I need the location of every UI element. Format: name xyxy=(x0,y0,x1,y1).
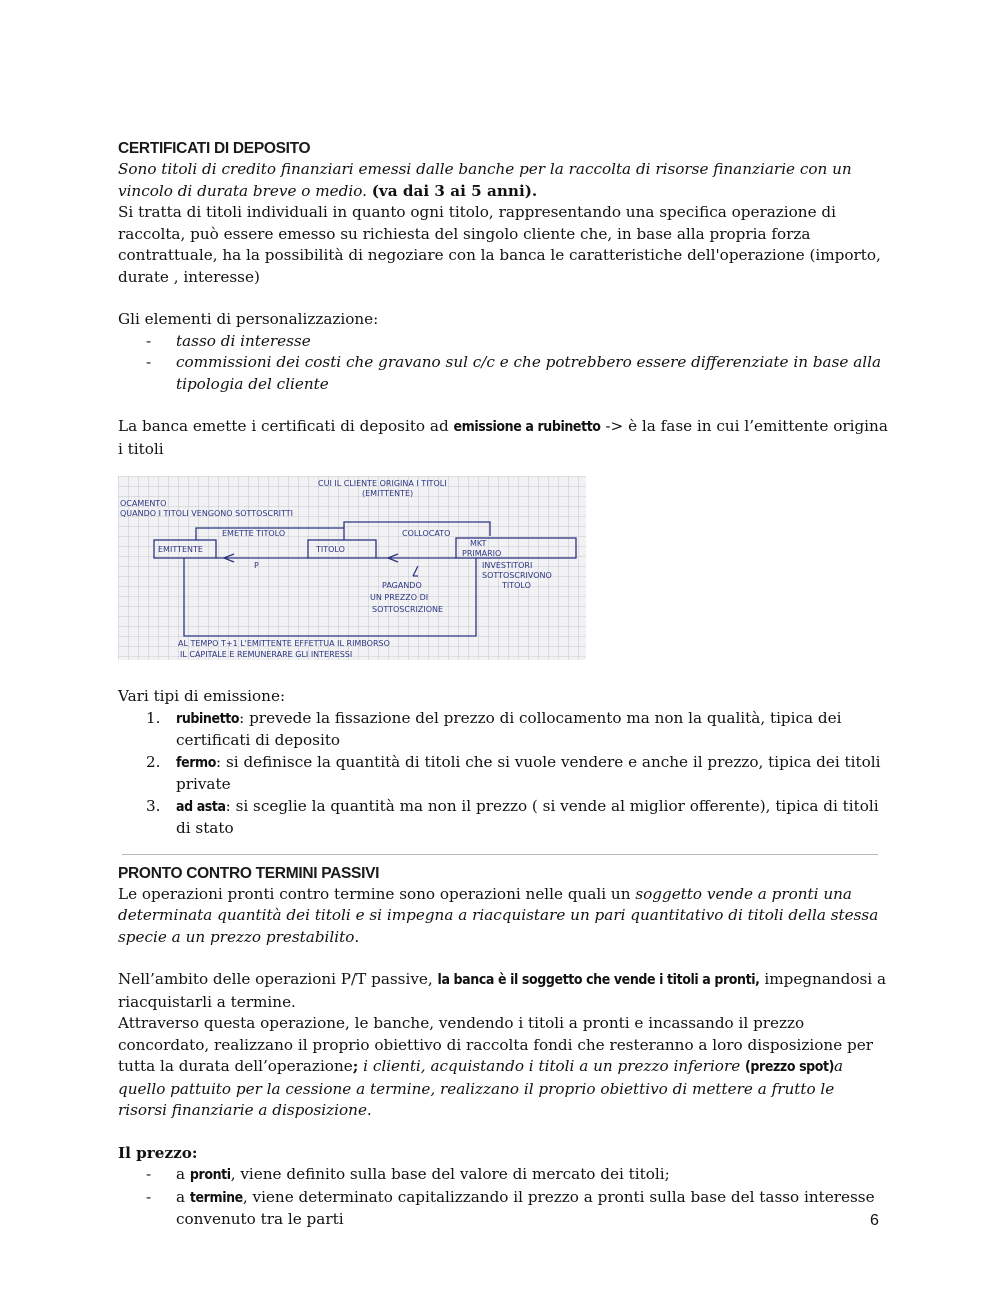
diagram-label: EMITTENTE xyxy=(158,545,203,554)
diagram-label: SOTTOSCRIVONO xyxy=(482,571,552,580)
diagram-label: P xyxy=(254,561,259,570)
diagram-label: QUANDO I TITOLI VENGONO SOTTOSCRITTI xyxy=(120,509,294,518)
diagram-label: AL TEMPO T+1 L'EMITTENTE EFFETTUA IL RIMBORSO xyxy=(178,639,390,648)
diagram-label: IL CAPITALE E REMUNERARE GLI INTERESSI xyxy=(180,650,353,659)
price-title: Il prezzo: xyxy=(118,1143,198,1162)
section-title-pronti: PRONTO CONTRO TERMINI PASSIVI xyxy=(118,864,380,882)
intro-italic: Sono titoli di credito finanziari emessi dalle banche per la raccolta di risorse finanziarie con un vincolo di durata breve o medio. xyxy=(118,160,852,200)
diagram-label: PRIMARIO xyxy=(462,549,502,558)
list-item: 2. fermo: si definisce la quantità di titoli che si vuole vendere e anche il prezzo, tipica dei titoli private xyxy=(146,752,881,793)
pronti-para2: Nell’ambito delle operazioni P/T passive, la banca è il soggetto che vende i titoli a pronti, impegnandosi a riacquistarli a termine. xyxy=(118,970,887,1011)
intro-bold: (va dai 3 ai 5 anni). xyxy=(371,181,538,200)
diagram-label: OCAMENTO xyxy=(120,499,167,508)
diagram-label: SOTTOSCRIZIONE xyxy=(372,605,444,614)
diagram-label: UN PREZZO DI xyxy=(370,593,429,602)
diagram-label: TITOLO xyxy=(316,545,345,554)
diagram-label: CUI IL CLIENTE ORIGINA I TITOLI xyxy=(318,479,447,488)
diagram-label: (EMITTENTE) xyxy=(362,489,414,498)
certificati-intro xyxy=(118,159,888,202)
page-number: 6 xyxy=(870,1212,879,1229)
handwritten-diagram xyxy=(118,476,586,660)
list-item: 1. rubinetto: prevede la fissazione del prezzo di collocamento ma non la qualità, tipica dei certificati di deposito xyxy=(146,708,842,749)
list-item: - a pronti, viene definito sulla base del valore di mercato dei titoli; xyxy=(146,1165,670,1183)
section-title-certificati: CERTIFICATI DI DEPOSITO xyxy=(118,140,311,157)
emission-sentence: La banca emette i certificati di deposito ad emissione a rubinetto -> è la fase in cui l’emittente origina i titoli xyxy=(118,417,888,458)
diagram-label: COLLOCATO xyxy=(402,529,451,538)
emission-types-list xyxy=(118,708,888,840)
emission-handwritten: emissione a rubinetto xyxy=(453,419,601,435)
personalization-intro: Gli elementi di personalizzazione: xyxy=(118,310,379,328)
pronti-para3: Attraverso questa operazione, le banche, vendendo i titoli a pronti e incassando il prezzo concordato, realizzano il proprio obiettivo di raccolta fondi che resteranno a loro disposizione per tutta la durata dell’operazione; i clienti, acquistando i titoli a un prezzo inferiore (prezzo spot)a quello pattuito per la cessione a termine, realizzano il proprio obiettivo di mettere a frutto le risorsi finanziarie a disposizione. xyxy=(118,1014,873,1119)
list-item: - tasso di interesse xyxy=(146,331,311,350)
certificati-para: Si tratta di titoli individuali in quanto ogni titolo, rappresentando una specifica operazione di raccolta, può essere emesso su richiesta del singolo cliente che, in base alla propria forza contrattuale, ha la possibilità di negoziare con la banca le caratteristiche dell'operazione (importo, durate , interesse) xyxy=(118,203,881,286)
list-item: 3. ad asta: si sceglie la quantità ma non il prezzo ( si vende al miglior offerente), tipica di titoli di stato xyxy=(146,796,879,837)
section-divider xyxy=(122,854,878,855)
diagram-label: EMETTE TITOLO xyxy=(222,529,286,538)
document-page xyxy=(118,138,888,1231)
diagram-label: PAGANDO xyxy=(382,581,422,590)
price-list xyxy=(118,1164,888,1231)
diagram-label: INVESTITORI xyxy=(482,561,533,570)
diagram-label: TITOLO xyxy=(502,581,531,590)
types-intro: Vari tipi di emissione: xyxy=(118,687,286,705)
list-item: - commissioni dei costi che gravano sul c/c e che potrebbero essere differenziate in base alla tipologia del cliente xyxy=(146,353,882,393)
diagram-label: MKT xyxy=(470,539,487,548)
personalization-list xyxy=(118,331,888,396)
pronti-para1: Le operazioni pronti contro termine sono operazioni nelle quali un soggetto vende a pronti una determinata quantità dei titoli e si impegna a riacquistare un pari quantitativo di titoli della stessa specie a un prezzo prestabilito. xyxy=(118,884,879,946)
list-item: - a termine, viene determinato capitalizzando il prezzo a pronti sulla base del tasso interesse convenuto tra le parti xyxy=(146,1187,875,1228)
